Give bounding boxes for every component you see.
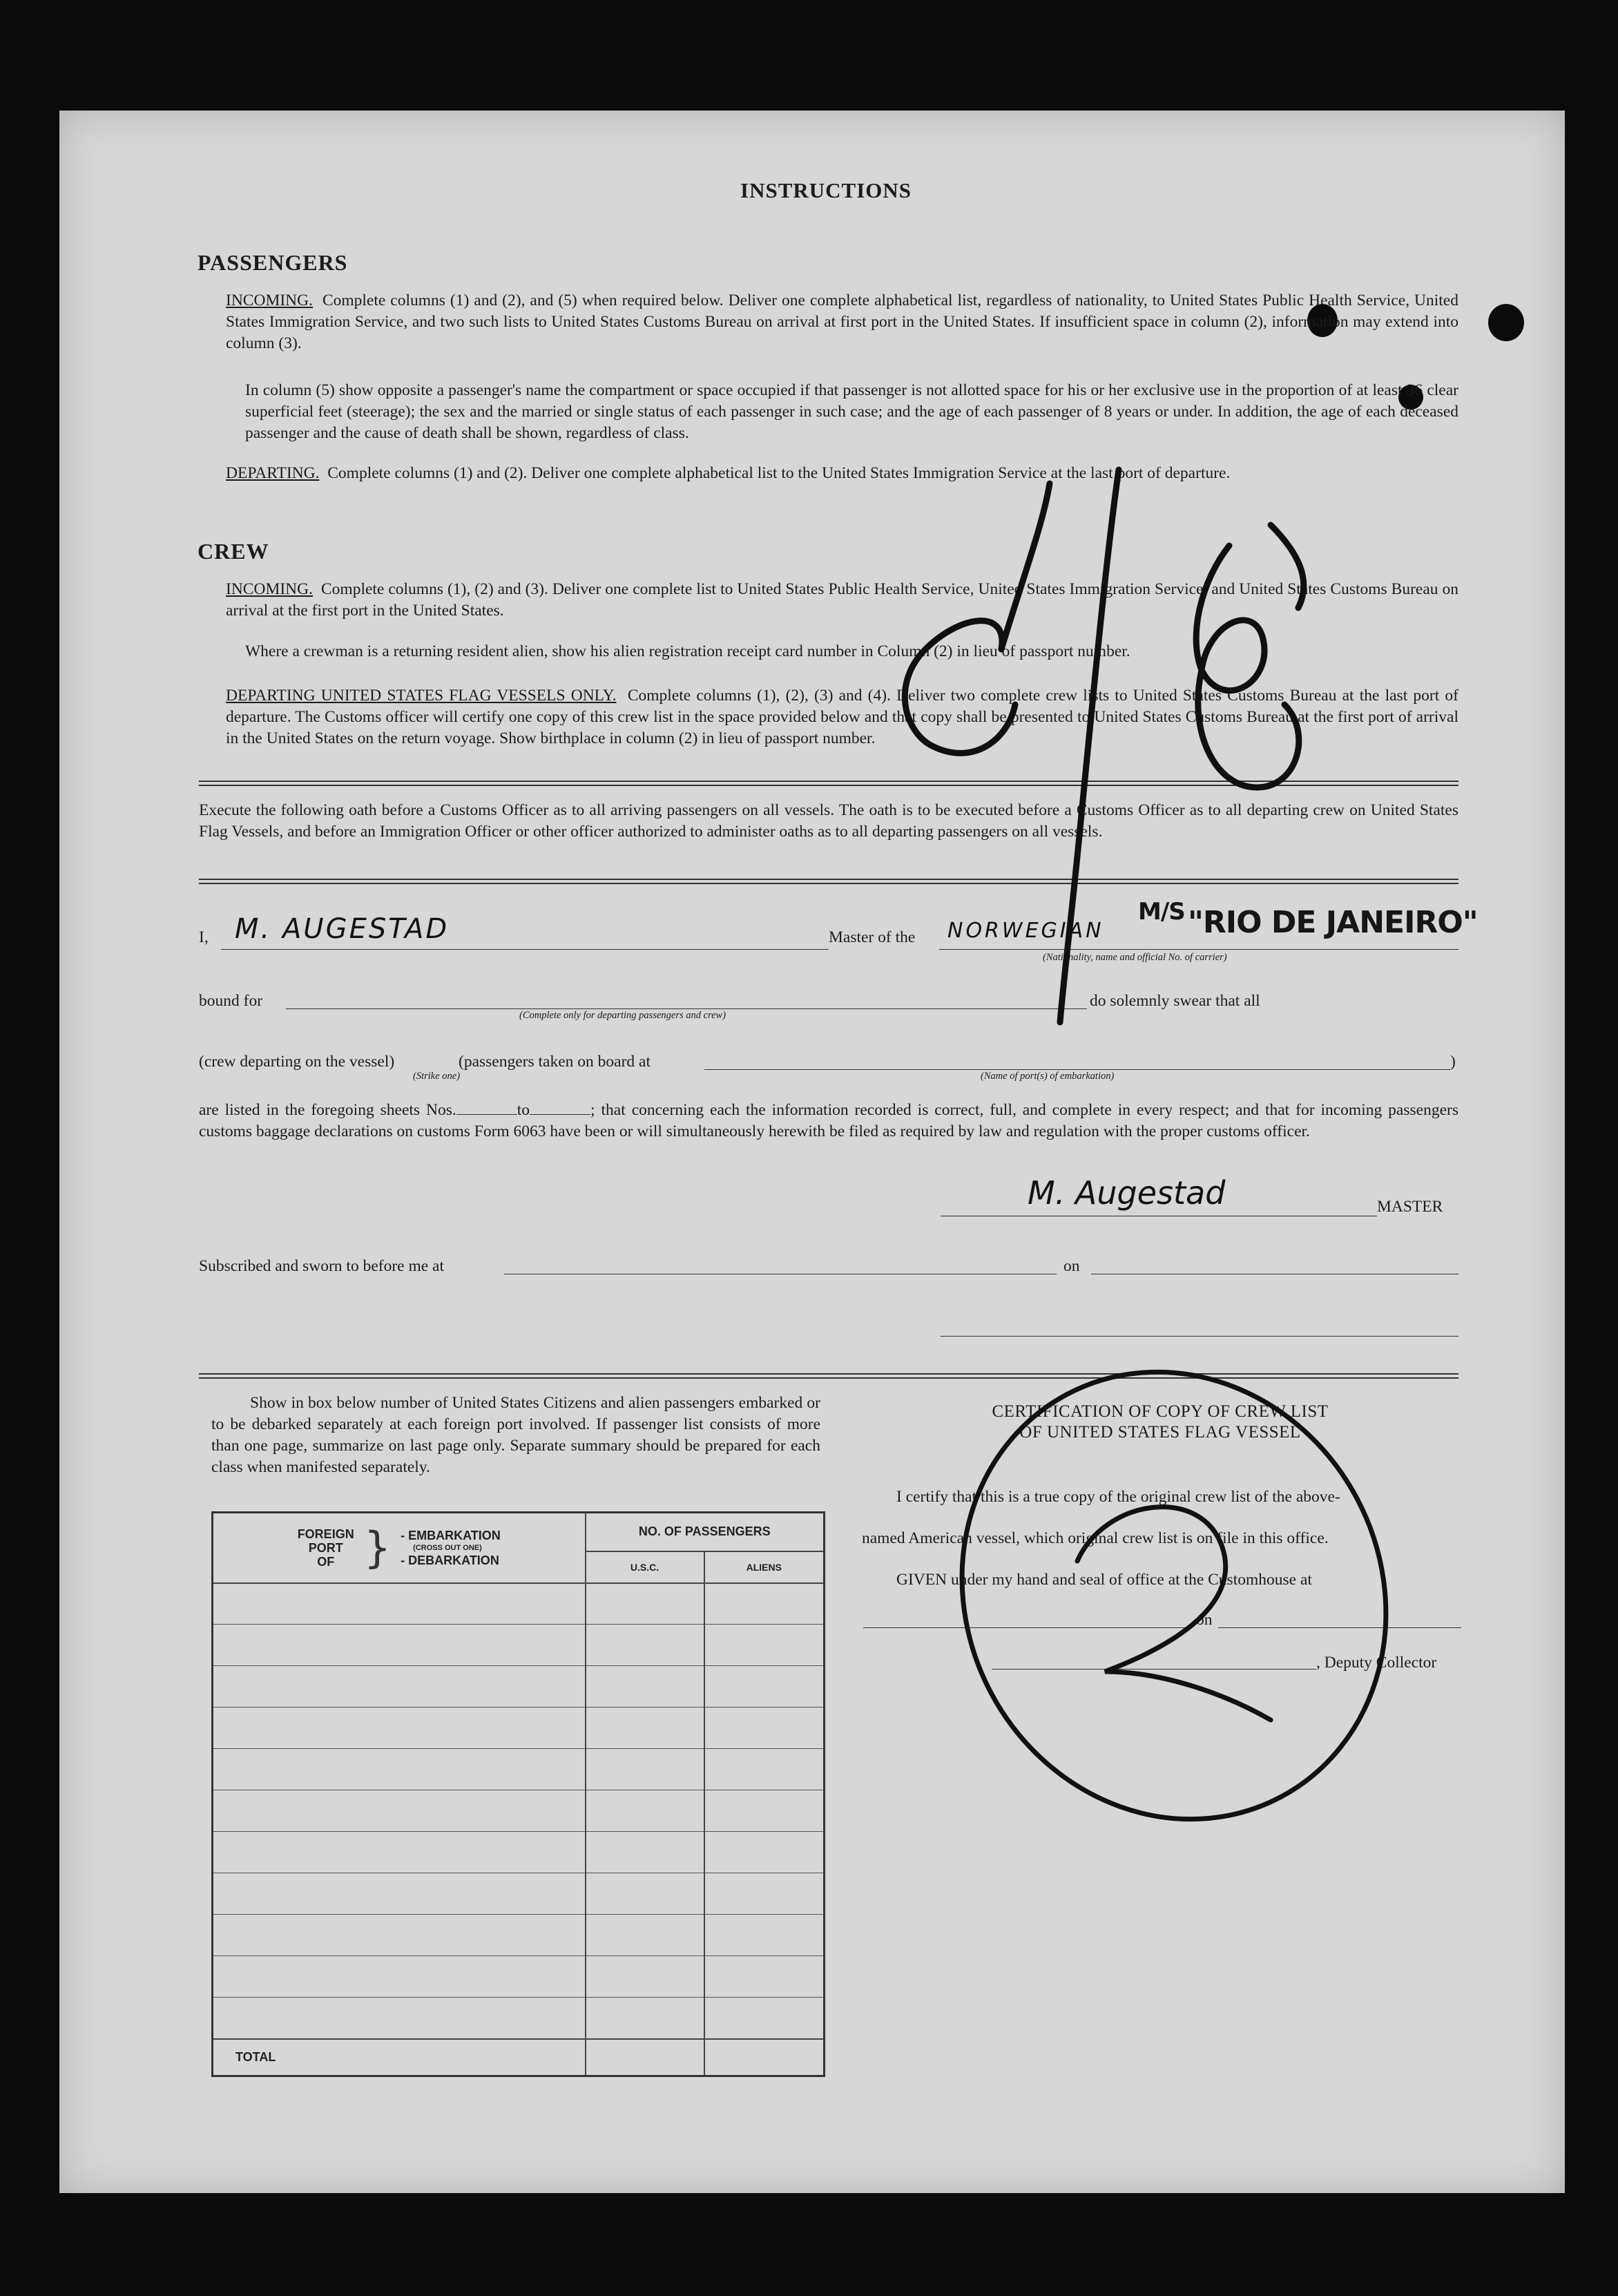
summary-intro: Show in box below number of United States Citizens and alien passengers embarked or to be debarked separately at each foreign port involved. If passenger list consists of more than one page, summarize on last page only. Separate summary should be prepared for each class when manifested separately.: [211, 1394, 820, 1476]
foreign-port-header: [213, 1513, 586, 1583]
crew-incoming-text: Complete columns (1), (2) and (3). Deliver one complete list to United States Public Health Service, United States Immigration Service, and United States Customs Bureau on arrival at the first port in the United States.: [226, 580, 1458, 620]
certification-line-2: named American vessel, which original crew list is on file in this office.: [862, 1529, 1329, 1547]
oath-i-label: I,: [199, 928, 209, 946]
listed-suffix: ; that concerning each the information recorded is correct, full, and complete in every respect; and that for incoming passengers customs baggage declarations on customs Form 6063 have been or will simultaneously herewith be filed as required by law and regulation with the proper customs officer.: [199, 1101, 1458, 1140]
summary-aliens-cell[interactable]: [704, 1832, 825, 1873]
summary-aliens-cell[interactable]: [704, 1915, 825, 1956]
vessel-prefix-stamp: M/S: [1138, 898, 1185, 926]
summary-usc-cell[interactable]: [586, 1832, 704, 1873]
summary-port-cell[interactable]: [213, 1707, 586, 1749]
summary-row: [213, 1832, 825, 1873]
subscribed-label: Subscribed and sworn to before me at: [199, 1257, 445, 1275]
summary-usc-cell[interactable]: [586, 1583, 704, 1625]
embarkation-label: - EMBARKATION: [401, 1528, 501, 1542]
subscribed-on-label: on: [1063, 1257, 1080, 1275]
strike-caption: (Strike one): [413, 1071, 461, 1082]
to-label: to: [517, 1101, 530, 1119]
summary-row: [213, 1666, 825, 1707]
handwritten-sheet-number-strokes: [815, 442, 1409, 1036]
total-usc-cell[interactable]: [586, 2039, 704, 2076]
summary-row: [213, 1625, 825, 1666]
swear-label: do solemnly swear that all: [1090, 992, 1260, 1010]
usc-header: U.S.C.: [586, 1551, 704, 1583]
summary-port-cell[interactable]: [213, 1998, 586, 2039]
passengers-incoming-text: Complete columns (1) and (2), and (5) when required below. Deliver one complete alphabetical list, regardless of nationality, to United States Public Health Service, United States Immigration Service, and two such lists to United States Customs Bureau on arrival at first port in the United States. If insufficient space in column (2), information may extend into column (3).: [226, 291, 1458, 352]
passengers-incoming-paragraph: [226, 290, 1458, 354]
passengers-departing-label: DEPARTING.: [226, 464, 320, 482]
crew-departing-text: Complete columns (1), (2), (3) and (4). Deliver two complete crew lists to United States Customs Bureau at the last port of departure. The Customs officer will certify one copy of this crew list in the space provided below and that copy shall be presented to United States Customs Bureau at the first port of arrival in the United States on the return voyage. Show birthplace in column (2) in lieu of passport number.: [226, 687, 1458, 747]
master-label: MASTER: [1377, 1198, 1443, 1216]
crew-resident-paragraph: Where a crewman is a returning resident alien, show his alien registration receipt card number in Column (2) in lieu of passport number.: [245, 642, 1130, 660]
summary-row: [213, 1790, 825, 1832]
total-label-cell: [213, 2039, 586, 2076]
summary-aliens-cell[interactable]: [704, 1998, 825, 2039]
summary-port-cell[interactable]: [213, 1873, 586, 1915]
summary-usc-cell[interactable]: [586, 1666, 704, 1707]
total-aliens-cell[interactable]: [704, 2039, 825, 2076]
brace-glyph: }: [363, 1522, 392, 1573]
summary-port-cell[interactable]: [213, 1583, 586, 1625]
certification-on-label: on: [1196, 1611, 1213, 1629]
passenger-summary-table: [211, 1511, 825, 2077]
summary-row: [213, 1749, 825, 1790]
summary-usc-cell[interactable]: [586, 1915, 704, 1956]
summary-row: [213, 1998, 825, 2039]
summary-row: [213, 1583, 825, 1625]
certification-line-1: I certify that this is a true copy of the original crew list of the above-: [896, 1488, 1340, 1506]
vessel-name-stamp: "RIO DE JANEIRO": [1188, 905, 1478, 940]
total-label: TOTAL: [235, 2049, 276, 2064]
summary-aliens-cell[interactable]: [704, 1583, 825, 1625]
passengers-taken-option: (passengers taken on board at: [459, 1053, 651, 1071]
summary-usc-cell[interactable]: [586, 1707, 704, 1749]
bound-caption: (Complete only for departing passengers and crew): [519, 1010, 726, 1021]
aliens-header: ALIENS: [704, 1551, 825, 1583]
deputy-collector-label: , Deputy Collector: [1316, 1654, 1437, 1672]
carrier-caption: (Nationality, name and official No. of carrier): [1043, 952, 1227, 963]
summary-port-cell[interactable]: [213, 1956, 586, 1998]
summary-aliens-cell[interactable]: [704, 1873, 825, 1915]
summary-usc-cell[interactable]: [586, 1956, 704, 1998]
no-of-passengers-header: NO. OF PASSENGERS: [586, 1513, 825, 1551]
officer-signature-line: [941, 1336, 1458, 1337]
oath-intro-paragraph: Execute the following oath before a Customs Officer as to all arriving passengers on all vessels. The oath is to be executed before a Customs Officer as to all departing crew on United States Flag Vessels, and before an Immigration Officer or other officer authorized to administer oaths as to all departing passengers on all vessels.: [199, 801, 1458, 841]
port-label: PORT: [308, 1540, 343, 1555]
summary-aliens-cell[interactable]: [704, 1625, 825, 1666]
summary-usc-cell[interactable]: [586, 1998, 704, 2039]
master-name-line: [221, 949, 829, 950]
crew-departing-option: (crew departing on the vessel): [199, 1053, 395, 1071]
master-of-label: Master of the: [829, 928, 916, 946]
summary-usc-cell[interactable]: [586, 1749, 704, 1790]
summary-row: [213, 1956, 825, 1998]
summary-port-cell[interactable]: [213, 1790, 586, 1832]
page-title: INSTRUCTIONS: [740, 178, 912, 202]
summary-row: [213, 1873, 825, 1915]
crew-incoming-label: INCOMING.: [226, 580, 313, 598]
bound-for-label: bound for: [199, 992, 263, 1010]
crew-heading: CREW: [198, 539, 269, 564]
summary-aliens-cell[interactable]: [704, 1666, 825, 1707]
debarkation-label: - DEBARKATION: [401, 1553, 499, 1567]
summary-port-cell[interactable]: [213, 1625, 586, 1666]
summary-usc-cell[interactable]: [586, 1790, 704, 1832]
listed-prefix: are listed in the foregoing sheets Nos.: [199, 1101, 456, 1119]
passengers-incoming-label: INCOMING.: [226, 291, 313, 309]
summary-row: [213, 1915, 825, 1956]
handwritten-circled-number: [898, 1347, 1450, 1844]
summary-usc-cell[interactable]: [586, 1625, 704, 1666]
close-paren: ): [1450, 1053, 1456, 1071]
passengers-heading: PASSENGERS: [198, 250, 348, 275]
certification-title-2: OF UNITED STATES FLAG VESSEL: [1019, 1423, 1301, 1442]
summary-port-cell[interactable]: [213, 1666, 586, 1707]
summary-aliens-cell[interactable]: [704, 1790, 825, 1832]
passengers-column5-paragraph: In column (5) show opposite a passenger's name the compartment or space occupied if that passenger is not allotted space for his or her exclusive use in the proportion of at least 36 clear superficial feet (steerage); the sex and the married or single status of each passenger in such case; and the age of each passenger of 8 years or under. In addition, the age of each deceased passenger and the cause of death shall be shown, regardless of class.: [245, 381, 1458, 442]
certification-line-3: GIVEN under my hand and seal of office at the Customhouse at: [896, 1571, 1312, 1589]
port-caption: (Name of port(s) of embarkation): [981, 1071, 1115, 1082]
master-name-handwritten: M. AUGESTAD: [235, 913, 450, 945]
foreign-label: FOREIGN: [297, 1527, 354, 1541]
listed-paragraph: [199, 1100, 1458, 1142]
certification-title-1: CERTIFICATION OF COPY OF CREW LIST: [992, 1402, 1329, 1421]
sheet-number-text: 5/18: [1243, 500, 1305, 532]
circled-number-text: 2: [1160, 1585, 1178, 1616]
of-label: OF: [317, 1554, 335, 1569]
port-line: [704, 1069, 1450, 1070]
summary-usc-cell[interactable]: [586, 1873, 704, 1915]
summary-aliens-cell[interactable]: [704, 1749, 825, 1790]
nationality-handwritten: NORWEGIAN: [947, 919, 1104, 943]
summary-port-cell[interactable]: [213, 1749, 586, 1790]
summary-row: [213, 1707, 825, 1749]
passengers-departing-text: Complete columns (1) and (2). Deliver one complete alphabetical list to the United States Immigration Service at the last port of departure.: [327, 464, 1231, 482]
summary-port-cell[interactable]: [213, 1832, 586, 1873]
summary-aliens-cell[interactable]: [704, 1956, 825, 1998]
summary-aliens-cell[interactable]: [704, 1707, 825, 1749]
cross-out-label: (CROSS OUT ONE): [413, 1543, 482, 1552]
crew-departing-label: DEPARTING UNITED STATES FLAG VESSELS ONLY.: [226, 687, 617, 705]
master-signature: M. Augestad: [1028, 1174, 1226, 1212]
summary-port-cell[interactable]: [213, 1915, 586, 1956]
punch-hole-mark: [1488, 304, 1524, 341]
